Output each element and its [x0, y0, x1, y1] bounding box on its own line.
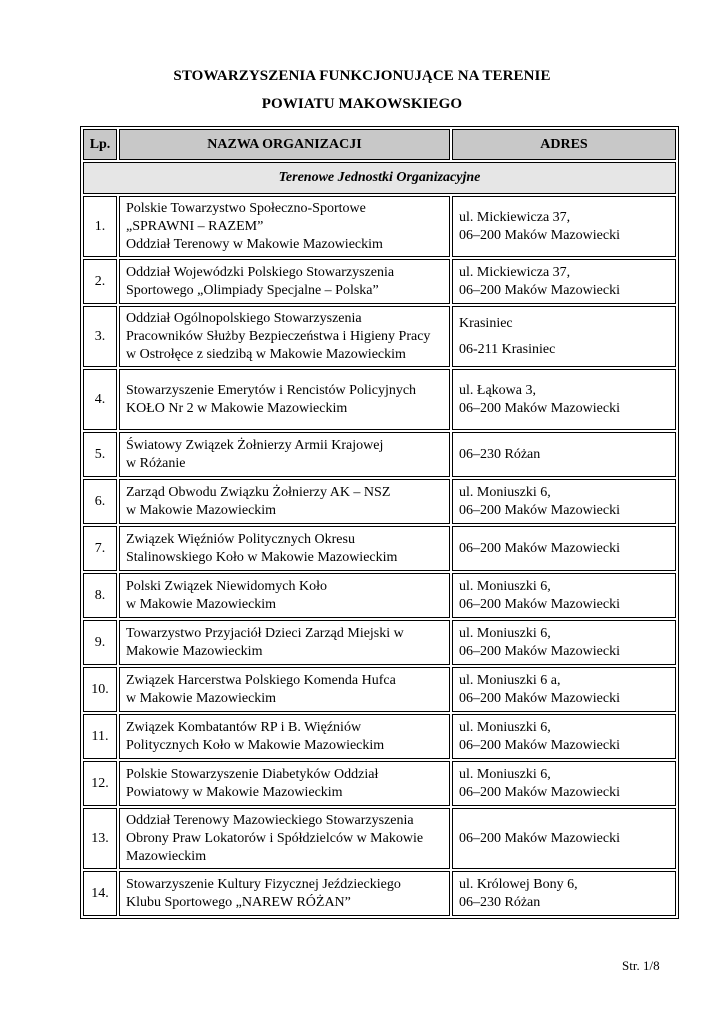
header-lp: Lp.	[83, 129, 117, 160]
organization-address	[452, 259, 676, 304]
address-line: ul. Łąkowa 3,	[459, 382, 536, 398]
organization-address	[452, 479, 676, 524]
address-line: 06–230 Różan	[459, 894, 541, 910]
table-row	[83, 479, 676, 524]
organization-address	[452, 196, 676, 257]
organization-name-line: Obrony Praw Lokatorów i Spółdzielców w Makowie	[126, 830, 424, 846]
organization-name-line: Pracowników Służby Bezpieczeństwa i Higieny Pracy	[126, 328, 431, 344]
organization-name-line: Towarzystwo Przyjaciół Dzieci Zarząd Miejski w	[126, 625, 404, 641]
organization-address	[452, 808, 676, 869]
address-line: 06–200 Maków Mazowiecki	[459, 690, 620, 706]
table-row	[83, 432, 676, 477]
table-row	[83, 761, 676, 806]
table-row	[83, 573, 676, 618]
address-line: 06–200 Maków Mazowiecki	[459, 282, 620, 298]
document-title-line-1: STOWARZYSZENIA FUNKCJONUJĄCE NA TERENIE	[173, 68, 551, 84]
section-row	[83, 162, 676, 194]
organization-name	[119, 306, 450, 367]
table-row	[83, 667, 676, 712]
address-line: 06–200 Maków Mazowiecki	[459, 227, 620, 243]
organization-name-line: w Makowie Mazowieckim	[126, 502, 277, 518]
page-number: Str. 1/8	[622, 958, 660, 973]
organization-address	[452, 620, 676, 665]
address-line: ul. Moniuszki 6,	[459, 766, 551, 782]
organization-name-line: Sportowego „Olimpiady Specjalne – Polska”	[126, 282, 379, 298]
organization-name	[119, 808, 450, 869]
organizations-table	[80, 126, 679, 919]
document-title-line-2: POWIATU MAKOWSKIEGO	[261, 96, 463, 112]
header-name: NAZWA ORGANIZACJI	[119, 129, 450, 160]
address-line: ul. Mickiewicza 37,	[459, 264, 571, 280]
organization-name-line: Polskie Stowarzyszenie Diabetyków Oddział	[126, 766, 379, 782]
row-number: 9.	[83, 620, 117, 665]
address-line: Krasiniec	[459, 315, 513, 331]
organization-name-line: Stowarzyszenie Kultury Fizycznej Jeździeckiego	[126, 876, 401, 892]
address-line: 06–200 Maków Mazowiecki	[459, 784, 620, 800]
organization-name	[119, 479, 450, 524]
address-line: 06–230 Różan	[459, 446, 541, 462]
address-line: ul. Moniuszki 6,	[459, 625, 551, 641]
organization-name-line: Światowy Związek Żołnierzy Armii Krajowej	[126, 437, 384, 453]
address-line: ul. Moniuszki 6,	[459, 578, 551, 594]
organization-name-line: Oddział Ogólnopolskiego Stowarzyszenia	[126, 310, 362, 326]
organization-address	[452, 714, 676, 759]
organization-name-line: Oddział Wojewódzki Polskiego Stowarzyszenia	[126, 264, 395, 280]
organization-name-line: Stowarzyszenie Emerytów i Rencistów Policyjnych	[126, 382, 417, 398]
organization-name-line: Oddział Terenowy Mazowieckiego Stowarzyszenia	[126, 812, 414, 828]
address-line: ul. Mickiewicza 37,	[459, 209, 571, 225]
organization-name-line: „SPRAWNI – RAZEM”	[126, 218, 264, 234]
table-row	[83, 196, 676, 257]
organization-name-line: w Makowie Mazowieckim	[126, 596, 277, 612]
row-number: 8.	[83, 573, 117, 618]
address-line: 06–200 Maków Mazowiecki	[459, 737, 620, 753]
row-number: 10.	[83, 667, 117, 712]
organization-name-line: w Ostrołęce z siedzibą w Makowie Mazowieckim	[126, 346, 406, 362]
table-row	[83, 871, 676, 916]
row-number: 14.	[83, 871, 117, 916]
address-line: 06–200 Maków Mazowiecki	[459, 540, 620, 556]
organization-name	[119, 871, 450, 916]
organization-address	[452, 432, 676, 477]
organization-address	[452, 573, 676, 618]
organization-name-line: Polski Związek Niewidomych Koło	[126, 578, 328, 594]
organization-name-line: Zarząd Obwodu Związku Żołnierzy AK – NSZ	[126, 484, 391, 500]
organization-address	[452, 871, 676, 916]
row-number: 3.	[83, 306, 117, 367]
row-number: 11.	[83, 714, 117, 759]
table-row	[83, 259, 676, 304]
row-number: 2.	[83, 259, 117, 304]
table-row	[83, 808, 676, 869]
address-line: ul. Królowej Bony 6,	[459, 876, 578, 892]
address-line: 06–200 Maków Mazowiecki	[459, 502, 620, 518]
table-header-row	[83, 129, 676, 160]
address-line: 06-211 Krasiniec	[459, 341, 556, 357]
organization-name-line: w Makowie Mazowieckim	[126, 690, 277, 706]
address-line: ul. Moniuszki 6 a,	[459, 672, 561, 688]
address-line: 06–200 Maków Mazowiecki	[459, 830, 620, 846]
organization-name	[119, 667, 450, 712]
row-number: 4.	[83, 369, 117, 430]
organization-name	[119, 761, 450, 806]
organization-name-line: Związek Więźniów Politycznych Okresu	[126, 531, 355, 547]
organization-name-line: KOŁO Nr 2 w Makowie Mazowieckim	[126, 400, 348, 416]
organization-name-line: Klubu Sportowego „NAREW RÓŻAN”	[126, 894, 351, 910]
organization-address	[452, 306, 676, 367]
organization-name-line: Polskie Towarzystwo Społeczno-Sportowe	[126, 200, 366, 216]
organization-address	[452, 667, 676, 712]
organization-name	[119, 196, 450, 257]
table-row	[83, 526, 676, 571]
table-row	[83, 714, 676, 759]
organization-name-line: w Różanie	[126, 455, 186, 471]
table-row	[83, 306, 676, 367]
organization-address	[452, 526, 676, 571]
organization-name-line: Powiatowy w Makowie Mazowieckim	[126, 784, 343, 800]
organization-name-line: Związek Kombatantów RP i B. Więźniów	[126, 719, 362, 735]
organization-name	[119, 369, 450, 430]
organization-name	[119, 573, 450, 618]
section-label: Terenowe Jednostki Organizacyjne	[83, 162, 676, 194]
address-line: 06–200 Maków Mazowiecki	[459, 400, 620, 416]
organization-name	[119, 620, 450, 665]
organization-name	[119, 526, 450, 571]
table-row	[83, 620, 676, 665]
organization-address	[452, 761, 676, 806]
organization-name-line: Makowie Mazowieckim	[126, 643, 263, 659]
address-line: 06–200 Maków Mazowiecki	[459, 643, 620, 659]
organization-name-line: Związek Harcerstwa Polskiego Komenda Hufca	[126, 672, 396, 688]
organization-name	[119, 259, 450, 304]
row-number: 12.	[83, 761, 117, 806]
address-line: ul. Moniuszki 6,	[459, 484, 551, 500]
row-number: 13.	[83, 808, 117, 869]
table-row	[83, 369, 676, 430]
organization-name-line: Oddział Terenowy w Makowie Mazowieckim	[126, 236, 383, 252]
row-number: 1.	[83, 196, 117, 257]
organization-name	[119, 714, 450, 759]
row-number: 5.	[83, 432, 117, 477]
organization-name-line: Stalinowskiego Koło w Makowie Mazowieckim	[126, 549, 398, 565]
header-address: ADRES	[452, 129, 676, 160]
row-number: 6.	[83, 479, 117, 524]
organization-name-line: Politycznych Koło w Makowie Mazowieckim	[126, 737, 385, 753]
address-line: 06–200 Maków Mazowiecki	[459, 596, 620, 612]
row-number: 7.	[83, 526, 117, 571]
organization-name	[119, 432, 450, 477]
organization-address	[452, 369, 676, 430]
organization-name-line: Mazowieckim	[126, 848, 207, 864]
address-line: ul. Moniuszki 6,	[459, 719, 551, 735]
